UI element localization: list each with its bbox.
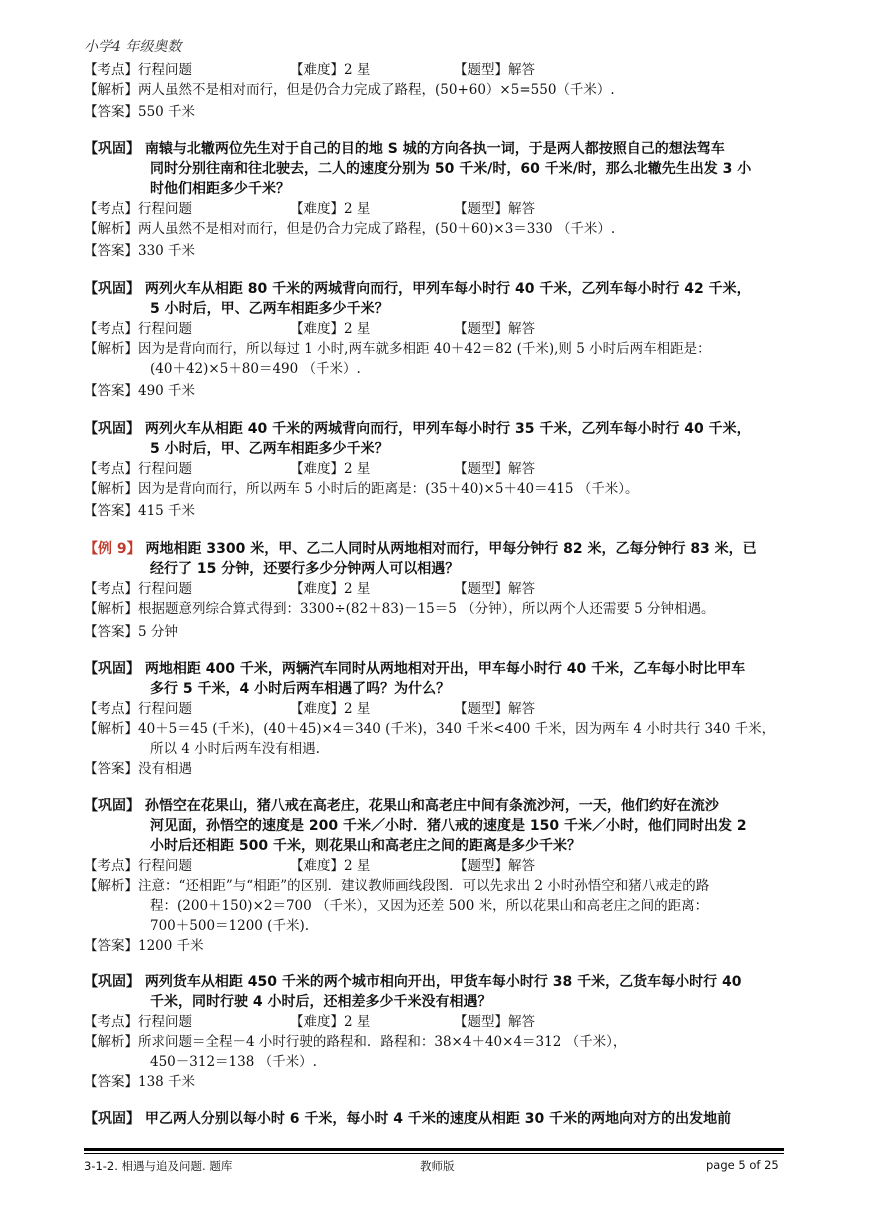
type-value: 解答 <box>508 858 535 874</box>
meta-row <box>84 60 535 80</box>
answer-text: 330 千米 <box>138 243 196 259</box>
question-text: 南辕与北辙两位先生对于自己的目的地 S 城的方向各执一词，于是两人都按照自己的想法驾车 <box>144 141 725 157</box>
topic-value: 行程问题 <box>138 321 192 337</box>
gonggu-tag: 【巩固】 <box>84 1111 140 1127</box>
type-value: 解答 <box>508 701 535 717</box>
kaodian-label: 【考点】 <box>84 62 138 78</box>
topic-value: 行程问题 <box>138 201 192 217</box>
jiexi-label: 【解析】 <box>84 601 138 617</box>
question-text: 两列火车从相距 40 千米的两城背向而行，甲列车每小时行 35 千米，乙列车每小时行 40 千米， <box>144 421 751 437</box>
daan-label: 【答案】 <box>84 383 138 399</box>
tixing-label: 【题型】 <box>454 1014 508 1030</box>
answer-text: 1200 千米 <box>138 938 204 954</box>
footer-center: 教师版 <box>420 1159 455 1173</box>
topic-value: 行程问题 <box>138 1014 192 1030</box>
analysis-text: 700＋500＝1200 (千米). <box>150 918 310 934</box>
gonggu-tag: 【巩固】 <box>84 421 140 437</box>
question-text: 同时分别往南和往北驶去，二人的速度分别为 50 千米/时，60 千米/时，那么北辙先生出发 3 小 <box>150 161 752 177</box>
nandu-label: 【难度】 <box>290 1014 344 1030</box>
answer-text: 没有相遇 <box>138 761 192 777</box>
question-text: 孙悟空在花果山，猪八戒在高老庄，花果山和高老庄中间有条流沙河，一天，他们约好在流沙 <box>144 798 719 814</box>
analysis-row <box>84 80 615 100</box>
analysis-text: 因为是背向而行，所以两车 5 小时后的距离是：(35＋40)×5＋40＝415 （千米）。 <box>138 481 639 497</box>
type-value: 解答 <box>508 62 535 78</box>
difficulty-value: 2 星 <box>344 461 371 477</box>
daan-label: 【答案】 <box>84 938 138 954</box>
tixing-label: 【题型】 <box>454 461 508 477</box>
analysis-text: 注意：“还相距”与“相距”的区别．建议教师画线段图．可以先求出 2 小时孙悟空和猪八戒走的路 <box>138 878 710 894</box>
difficulty-value: 2 星 <box>344 201 371 217</box>
jiexi-label: 【解析】 <box>84 481 138 497</box>
analysis-text: 因为是背向而行，所以每过 1 小时,两车就多相距 40＋42＝82 (千米),则 5 小时后两车相距是： <box>138 341 711 357</box>
difficulty-value: 2 星 <box>344 1014 371 1030</box>
gonggu-tag: 【巩固】 <box>84 974 140 990</box>
answer-text: 5 分钟 <box>138 624 178 640</box>
meta-row <box>84 319 535 339</box>
question-text: 两地相距 400 千米，两辆汽车同时从两地相对开出，甲车每小时行 40 千米，乙车每小时比甲车 <box>144 661 746 677</box>
question-text: 甲乙两人分别以每小时 6 千米，每小时 4 千米的速度从相距 30 千米的两地向对方的出发地前 <box>144 1111 732 1127</box>
daan-label: 【答案】 <box>84 1074 138 1090</box>
nandu-label: 【难度】 <box>290 201 344 217</box>
difficulty-value: 2 星 <box>344 321 371 337</box>
meta-row <box>84 699 535 719</box>
tixing-label: 【题型】 <box>454 701 508 717</box>
daan-label: 【答案】 <box>84 503 138 519</box>
kaodian-label: 【考点】 <box>84 858 138 874</box>
analysis-text: 两人虽然不是相对而行，但是仍合力完成了路程，(50＋60)×3＝330 （千米）. <box>138 221 616 237</box>
difficulty-value: 2 星 <box>344 581 371 597</box>
difficulty-value: 2 星 <box>344 701 371 717</box>
gonggu-tag: 【巩固】 <box>84 141 140 157</box>
tixing-label: 【题型】 <box>454 581 508 597</box>
answer-text: 415 千米 <box>138 503 196 519</box>
kaodian-label: 【考点】 <box>84 321 138 337</box>
question-text: 两列火车从相距 80 千米的两城背向而行，甲列车每小时行 40 千米，乙列车每小时行 42 千米， <box>144 281 751 297</box>
meta-row <box>84 459 535 479</box>
analysis-text: 450－312＝138 （千米）. <box>150 1054 317 1070</box>
question-text: 两列货车从相距 450 千米的两个城市相向开出，甲货车每小时行 38 千米，乙货车每小时行 40 <box>144 974 742 990</box>
kaodian-label: 【考点】 <box>84 201 138 217</box>
jiexi-label: 【解析】 <box>84 878 138 894</box>
footer-rule-thick <box>84 1148 784 1151</box>
topic-value: 行程问题 <box>138 461 192 477</box>
page-header-title: 小学4 年级奥数 <box>84 39 182 55</box>
daan-label: 【答案】 <box>84 243 138 259</box>
kaodian-label: 【考点】 <box>84 581 138 597</box>
analysis-text: 所以 4 小时后两车没有相遇. <box>150 741 320 757</box>
jiexi-label: 【解析】 <box>84 341 138 357</box>
type-value: 解答 <box>508 581 535 597</box>
nandu-label: 【难度】 <box>290 701 344 717</box>
topic-value: 行程问题 <box>138 701 192 717</box>
gonggu-tag: 【巩固】 <box>84 281 140 297</box>
type-value: 解答 <box>508 201 535 217</box>
answer-text: 138 千米 <box>138 1074 196 1090</box>
nandu-label: 【难度】 <box>290 62 344 78</box>
topic-value: 行程问题 <box>138 858 192 874</box>
analysis-text: 根据题意列综合算式得到：3300÷(82＋83)－15＝5 （分钟），所以两个人还需要 5 分钟相遇。 <box>138 601 715 617</box>
topic-value: 行程问题 <box>138 62 192 78</box>
analysis-text: (40＋42)×5＋80＝490 （千米）. <box>150 361 361 377</box>
meta-row <box>84 579 535 599</box>
tixing-label: 【题型】 <box>454 321 508 337</box>
nandu-label: 【难度】 <box>290 321 344 337</box>
nandu-label: 【难度】 <box>290 581 344 597</box>
analysis-text: 两人虽然不是相对而行，但是仍合力完成了路程，(50+60）×5=550（千米）. <box>138 82 615 98</box>
difficulty-value: 2 星 <box>344 62 371 78</box>
question-text: 小时后还相距 500 千米，则花果山和高老庄之间的距离是多少千米？ <box>150 838 581 854</box>
tixing-label: 【题型】 <box>454 858 508 874</box>
answer-text: 550 千米 <box>138 104 196 120</box>
daan-label: 【答案】 <box>84 761 138 777</box>
question-text: 河见面，孙悟空的速度是 200 千米／小时．猪八戒的速度是 150 千米／小时，他们同时出发 2 <box>150 818 747 834</box>
kaodian-label: 【考点】 <box>84 461 138 477</box>
topic-value: 行程问题 <box>138 581 192 597</box>
meta-row <box>84 199 535 219</box>
answer-text: 490 千米 <box>138 383 196 399</box>
question-text: 5 小时后，甲、乙两车相距多少千米？ <box>150 301 389 317</box>
daan-label: 【答案】 <box>84 104 138 120</box>
jiexi-label: 【解析】 <box>84 82 138 98</box>
type-value: 解答 <box>508 1014 535 1030</box>
example-tag: 【例 9】 <box>84 541 141 557</box>
question-text: 经行了 15 分钟，还要行多少分钟两人可以相遇？ <box>150 561 460 577</box>
gonggu-tag: 【巩固】 <box>84 798 140 814</box>
question-text: 两地相距 3300 米，甲、乙二人同时从两地相对而行，甲每分钟行 82 米，乙每分钟行 83 米，已 <box>145 541 757 557</box>
type-value: 解答 <box>508 461 535 477</box>
footer-rule-thin <box>84 1153 784 1154</box>
difficulty-value: 2 星 <box>344 858 371 874</box>
tixing-label: 【题型】 <box>454 62 508 78</box>
tixing-label: 【题型】 <box>454 201 508 217</box>
answer-row <box>84 102 195 122</box>
type-value: 解答 <box>508 321 535 337</box>
analysis-text: 所求问题＝全程－4 小时行驶的路程和．路程和：38×4＋40×4＝312 （千米）， <box>138 1034 627 1050</box>
footer-page-number: page 5 of 25 <box>706 1158 779 1172</box>
question-text: 千米，同时行驶 4 小时后，还相差多少千米没有相遇？ <box>150 994 492 1010</box>
gonggu-tag: 【巩固】 <box>84 661 140 677</box>
analysis-text: 40＋5＝45 (千米)，(40＋45)×4＝340 (千米)，340 千米<400 千米，因为两车 4 小时共行 340 千米， <box>138 721 776 737</box>
analysis-text: 程：(200＋150)×2＝700 （千米），又因为还差 500 米，所以花果山和高老庄之间的距离： <box>150 898 709 914</box>
nandu-label: 【难度】 <box>290 461 344 477</box>
question-text: 5 小时后，甲、乙两车相距多少千米？ <box>150 441 389 457</box>
nandu-label: 【难度】 <box>290 858 344 874</box>
question-text: 时他们相距多少千米？ <box>150 181 290 197</box>
kaodian-label: 【考点】 <box>84 701 138 717</box>
daan-label: 【答案】 <box>84 624 138 640</box>
jiexi-label: 【解析】 <box>84 1034 138 1050</box>
jiexi-label: 【解析】 <box>84 221 138 237</box>
question-text: 多行 5 千米，4 小时后两车相遇了吗？为什么？ <box>150 681 451 697</box>
meta-row <box>84 1012 535 1032</box>
kaodian-label: 【考点】 <box>84 1014 138 1030</box>
footer-left: 3-1-2. 相遇与追及问题. 题库 <box>84 1159 233 1173</box>
jiexi-label: 【解析】 <box>84 721 138 737</box>
meta-row <box>84 856 535 876</box>
